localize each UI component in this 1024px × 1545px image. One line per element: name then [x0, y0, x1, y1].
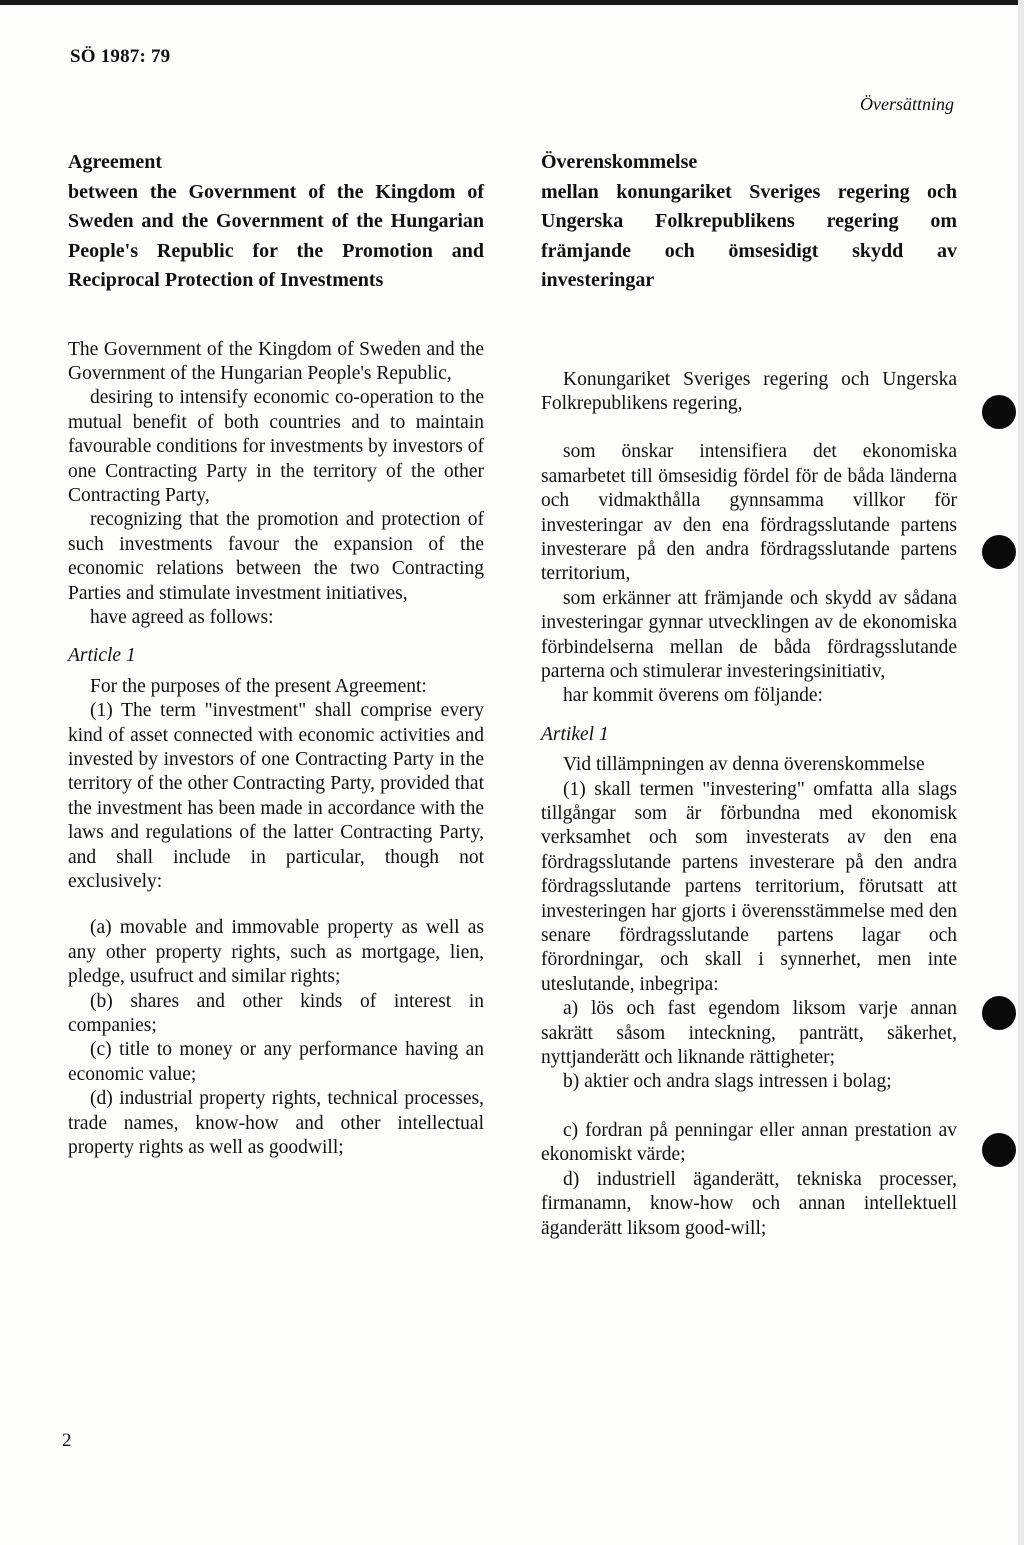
english-title-head: Agreement — [68, 151, 163, 173]
english-item-d: (d) industrial property rights, technical processes, trade names, know-how and other intellectual property rights as well as goodwill; — [68, 1088, 484, 1159]
swedish-column — [541, 148, 957, 1241]
right-edge-shadow — [1018, 0, 1024, 1545]
swedish-paragraph-1: (1) skall termen "investering" omfatta alla slags tillgångar som är förbundna med ekonomisk verksamhet och som investerats av den ena fördragsslutande partens investerare på den andra fördragsslutande partens territorium, förutsatt att investeringen har gjorts i överensstämmelse med den senare fördragsslutande partens lagar och förordningar, och skall i synnerhet, men inte uteslutande, inbegripa: — [541, 778, 957, 995]
swedish-title-head: Överenskommelse — [541, 151, 698, 173]
swedish-item-c: c) fordran på penningar eller annan prestation av ekonomiskt värde; — [541, 1119, 957, 1166]
binding-hole-mark — [982, 395, 1016, 429]
english-paragraph-1: (1) The term "investment" shall comprise every kind of asset connected with economic activities and invested by investors of one Contracting Party in the territory of the other Contracting Party, provided that the investment has been made in accordance with the laws and regulations of the latter Contracting Party, and shall include in particular, though not exclusively: — [68, 700, 484, 893]
english-item-b: (b) shares and other kinds of interest in companies; — [68, 990, 484, 1037]
swedish-preamble-parties: Konungariket Sveriges regering och Ungerska Folkrepublikens regering, — [541, 368, 957, 414]
top-border-rule — [0, 0, 1024, 5]
swedish-item-d: d) industriell äganderätt, tekniska processer, firmanamn, know-how och annan intellektuell äganderätt liksom good-will; — [541, 1168, 957, 1239]
swedish-preamble-agreed: har kommit överens om följande: — [563, 685, 823, 707]
swedish-preamble-recognizing: som erkänner att främjande och skydd av sådana investeringar gynnar utvecklingen av de ekonomiska förbindelserna mellan de båda fördragsslutande parterna och stimulerar investeringsinitiativ, — [541, 587, 957, 682]
swedish-item-a: a) lös och fast egendom liksom varje annan sakrätt såsom inteckning, panträtt, säkerhet, nyttjanderätt och liknande rättigheter; — [541, 998, 957, 1069]
page-number: 2 — [62, 1430, 72, 1451]
swedish-item-b: b) aktier och andra slags intressen i bolag; — [563, 1071, 892, 1093]
translation-label: Översättning — [860, 94, 954, 114]
english-preamble-recognizing: recognizing that the promotion and protection of such investments favour the expansion of the economic relations between the two Contracting Parties and stimulate investment initiatives, — [68, 509, 484, 604]
swedish-title — [541, 148, 957, 296]
english-article-heading: Article 1 — [68, 645, 136, 667]
english-article-intro: For the purposes of the present Agreement: — [90, 675, 427, 697]
binding-hole-mark — [982, 996, 1016, 1030]
swedish-preamble-desiring: som önskar intensifiera det ekonomiska samarbetet till ömsesidig fördel för de båda länderna och vidmakthålla gynnsamma villkor för investeringar av den ena fördragsslutande partens investerare på den andra fördragsslutande partens territorium, — [541, 441, 957, 585]
english-item-a: (a) movable and immovable property as well as any other property rights, such as mortgage, lien, pledge, usufruct and similar rights; — [68, 917, 484, 988]
english-title-body: between the Government of the Kingdom of Sweden and the Government of the Hungarian People's Republic for the Promotion and Reciprocal Protection of Investments — [68, 180, 484, 291]
series-identifier: SÖ 1987: 79 — [70, 46, 171, 67]
binding-hole-mark — [982, 535, 1016, 569]
swedish-article-heading: Artikel 1 — [541, 723, 609, 745]
binding-hole-mark — [982, 1133, 1016, 1167]
english-item-c: (c) title to money or any performance having an economic value; — [68, 1039, 484, 1085]
english-preamble-parties: The Government of the Kingdom of Sweden and the Government of the Hungarian People's Republic, — [68, 338, 484, 384]
swedish-article-intro: Vid tillämpningen av denna överenskommelse — [563, 754, 925, 776]
english-preamble-desiring: desiring to intensify economic co-operation to the mutual benefit of both countries and to maintain favourable conditions for investments by investors of one Contracting Party in the territory of the other Contracting Party, — [68, 387, 484, 506]
english-column — [68, 148, 484, 1161]
english-preamble-agreed: have agreed as follows: — [90, 606, 274, 628]
english-title — [68, 148, 484, 296]
swedish-title-body: mellan konungariket Sveriges regering och Ungerska Folkrepublikens regering om främjande och ömsesidigt skydd av investeringar — [541, 180, 957, 291]
